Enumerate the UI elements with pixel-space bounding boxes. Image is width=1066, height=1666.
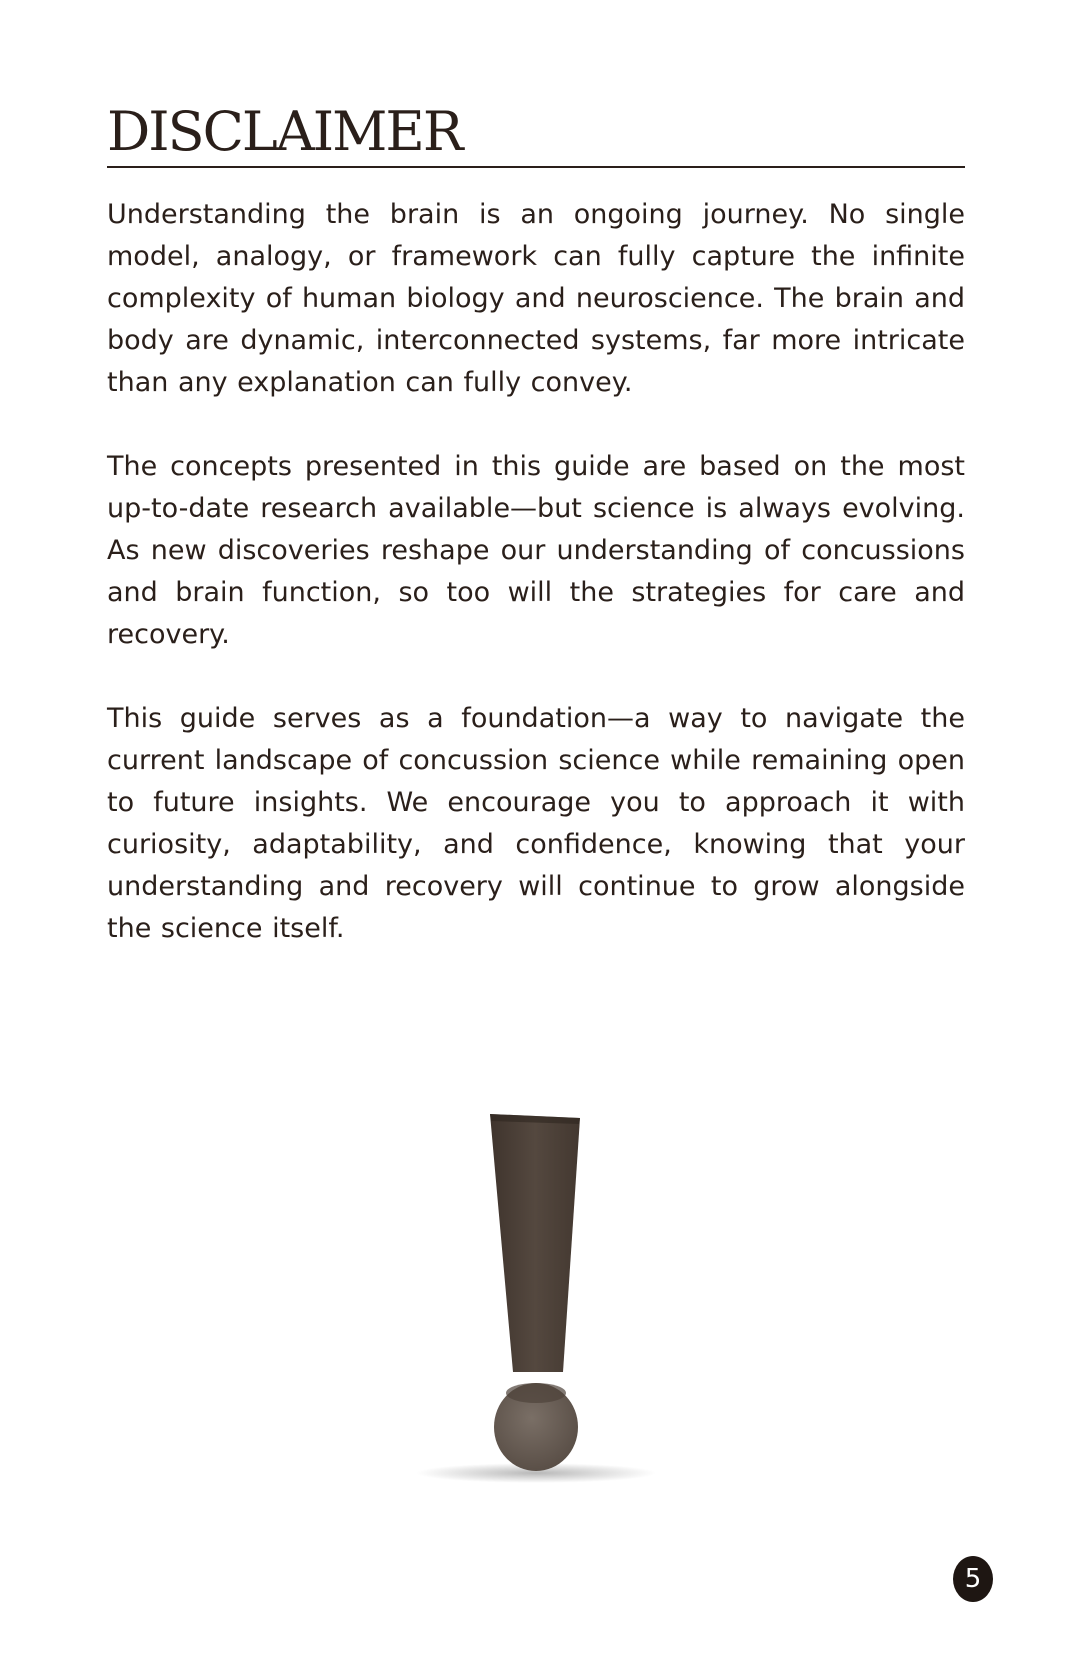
disclaimer-body xyxy=(107,194,965,992)
page-number-badge: 5 xyxy=(953,1556,993,1602)
page-title: DISCLAIMER xyxy=(107,100,462,163)
paragraph-1: Understanding the brain is an ongoing journey. No single model, analogy, or framework can fully capture the infinite complexity of human biology and neuroscience. The brain and body are dynamic, interconnected systems, far more intricate than any explanation can fully convey. xyxy=(107,199,965,398)
paragraph-2: The concepts presented in this guide are based on the most up-to-date research available—but science is always evolving. As new discoveries reshape our understanding of concussions and brain function, so too will the strategies for care and recovery. xyxy=(107,451,965,650)
exclamation-illustration xyxy=(400,1100,660,1500)
exclamation-mark-icon xyxy=(400,1100,660,1500)
title-divider xyxy=(107,166,965,168)
paragraph-3: This guide serves as a foundation—a way to navigate the current landscape of concussion science while remaining open to future insights. We encourage you to approach it with curiosity, adaptability, and confidence, knowing that your understanding and recovery will continue to grow alongside the science itself. xyxy=(107,703,965,944)
exclamation-bar xyxy=(490,1114,580,1372)
